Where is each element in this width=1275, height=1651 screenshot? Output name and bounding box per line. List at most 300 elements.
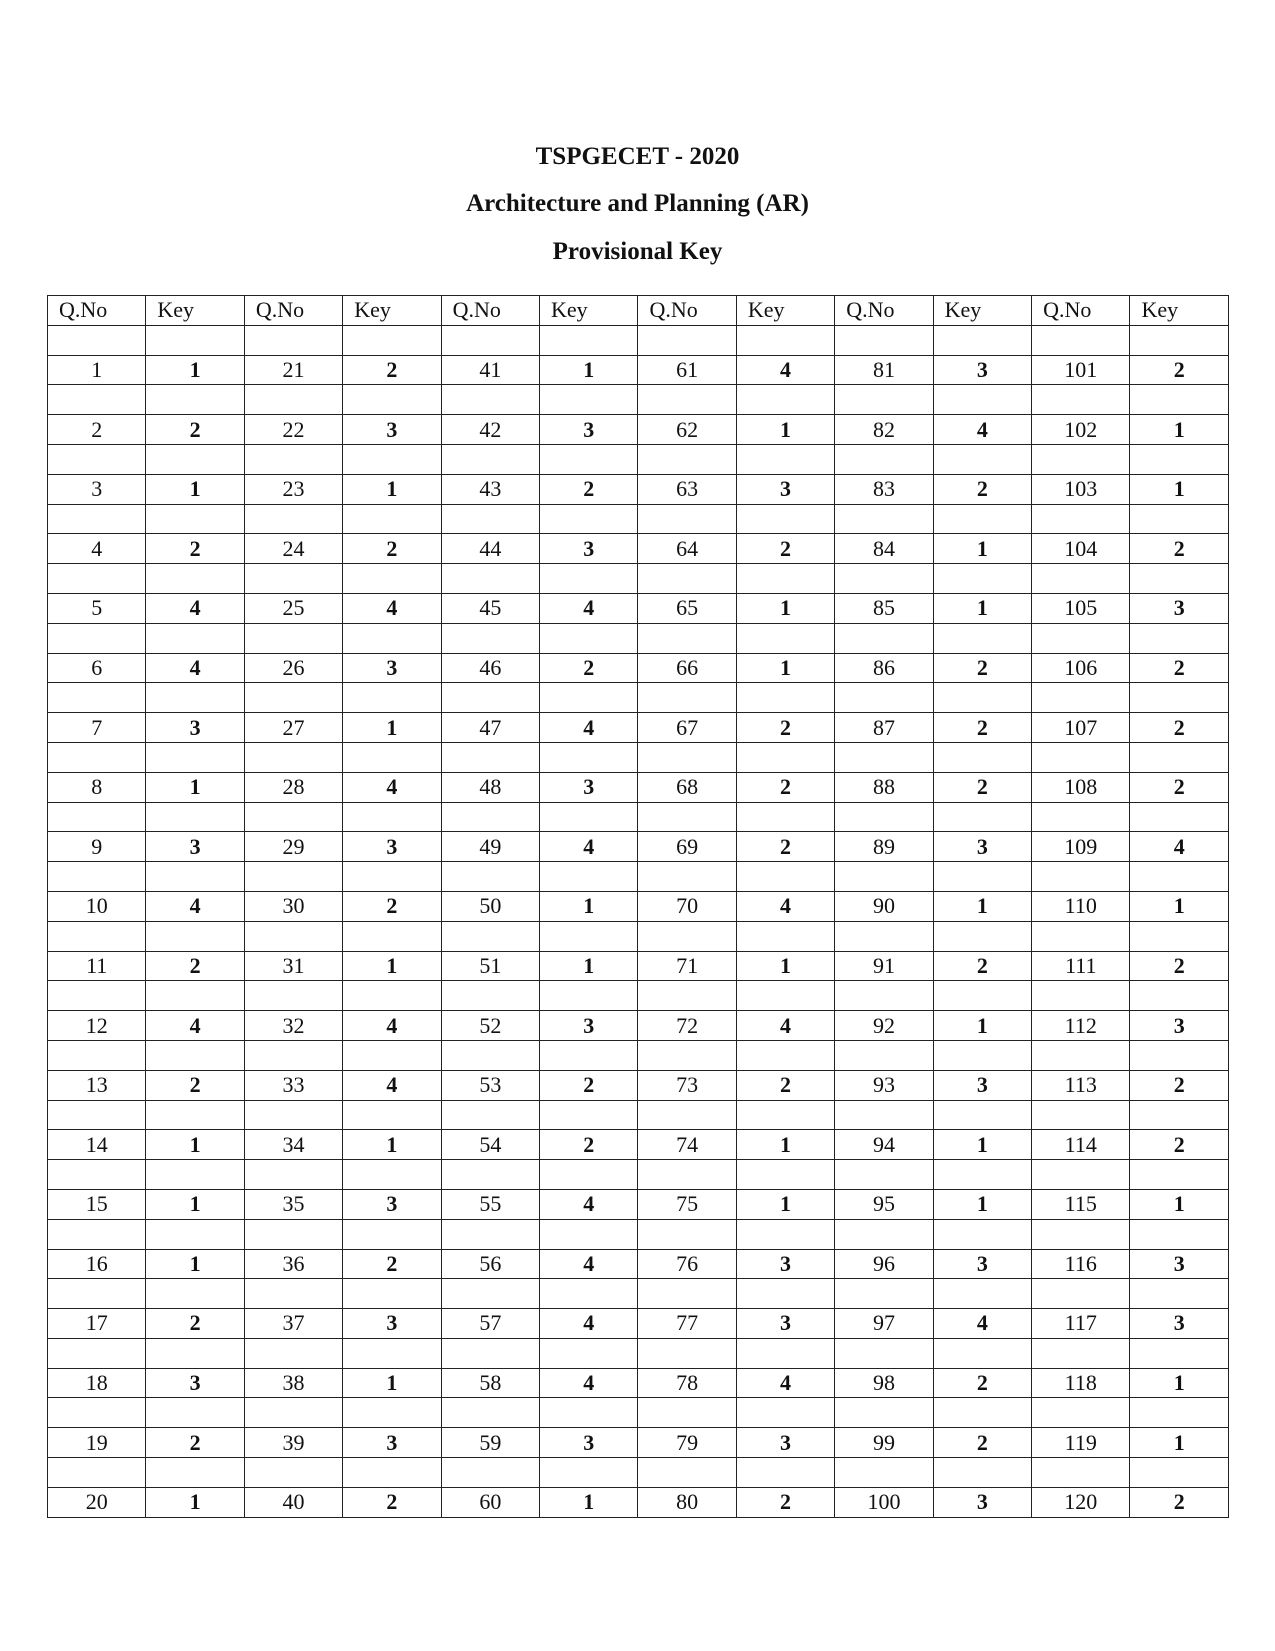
empty-cell (1130, 325, 1229, 355)
question-number-cell: 50 (441, 891, 539, 921)
question-number-cell: 104 (1032, 534, 1130, 564)
empty-cell (835, 1100, 933, 1130)
empty-cell (736, 1398, 834, 1428)
answer-key-cell: 4 (540, 1189, 638, 1219)
answer-key-cell: 3 (146, 713, 244, 743)
answer-key-cell: 1 (736, 653, 834, 683)
answer-key-cell: 2 (343, 1487, 441, 1517)
empty-cell (441, 802, 539, 832)
empty-cell (933, 1040, 1031, 1070)
question-number-cell: 109 (1032, 832, 1130, 862)
empty-cell (933, 444, 1031, 474)
empty-cell (736, 1458, 834, 1488)
empty-cell (146, 1279, 244, 1309)
table-row (48, 355, 1229, 385)
empty-cell (540, 1398, 638, 1428)
empty-cell (244, 862, 342, 892)
answer-key-cell: 1 (146, 772, 244, 802)
question-number-cell: 113 (1032, 1070, 1130, 1100)
spacer-row (48, 325, 1229, 355)
empty-cell (736, 1040, 834, 1070)
empty-cell (146, 325, 244, 355)
question-number-cell: 33 (244, 1070, 342, 1100)
question-number-cell: 99 (835, 1428, 933, 1458)
empty-cell (441, 444, 539, 474)
answer-key-cell: 2 (736, 534, 834, 564)
empty-cell (1032, 1040, 1130, 1070)
empty-cell (441, 564, 539, 594)
empty-cell (48, 1338, 146, 1368)
answer-key-cell: 2 (343, 1249, 441, 1279)
empty-cell (343, 1040, 441, 1070)
question-number-cell: 79 (638, 1428, 736, 1458)
question-number-cell: 110 (1032, 891, 1130, 921)
empty-cell (1130, 1040, 1229, 1070)
question-number-cell: 76 (638, 1249, 736, 1279)
table-row (48, 1130, 1229, 1160)
question-number-cell: 75 (638, 1189, 736, 1219)
answer-key-cell: 2 (540, 1130, 638, 1160)
question-number-cell: 81 (835, 355, 933, 385)
empty-cell (638, 564, 736, 594)
question-number-cell: 45 (441, 593, 539, 623)
empty-cell (1130, 385, 1229, 415)
question-number-cell: 34 (244, 1130, 342, 1160)
answer-key-cell: 3 (343, 1189, 441, 1219)
answer-key-cell: 3 (736, 1309, 834, 1339)
subject-title: Architecture and Planning (AR) (466, 190, 809, 217)
empty-cell (638, 504, 736, 534)
question-number-cell: 92 (835, 1011, 933, 1041)
answer-key-cell: 2 (933, 1428, 1031, 1458)
empty-cell (244, 385, 342, 415)
answer-key-cell: 3 (146, 832, 244, 862)
question-number-cell: 90 (835, 891, 933, 921)
question-number-cell: 38 (244, 1368, 342, 1398)
empty-cell (638, 1279, 736, 1309)
table-row (48, 713, 1229, 743)
answer-key-cell: 1 (736, 1189, 834, 1219)
empty-cell (736, 444, 834, 474)
table-row (48, 1249, 1229, 1279)
question-number-cell: 97 (835, 1309, 933, 1339)
answer-key-cell: 3 (736, 1249, 834, 1279)
empty-cell (933, 504, 1031, 534)
answer-key-cell: 4 (146, 593, 244, 623)
spacer-row (48, 683, 1229, 713)
empty-cell (540, 1160, 638, 1190)
empty-cell (835, 1398, 933, 1428)
question-number-cell: 12 (48, 1011, 146, 1041)
question-number-cell: 22 (244, 415, 342, 445)
empty-cell (343, 921, 441, 951)
empty-cell (441, 683, 539, 713)
question-number-cell: 100 (835, 1487, 933, 1517)
answer-key-cell: 1 (540, 1487, 638, 1517)
spacer-row (48, 802, 1229, 832)
answer-key-cell: 2 (540, 1070, 638, 1100)
column-header: Q.No (441, 296, 539, 326)
question-number-cell: 105 (1032, 593, 1130, 623)
empty-cell (736, 1219, 834, 1249)
empty-cell (736, 981, 834, 1011)
answer-key-cell: 4 (540, 1309, 638, 1339)
spacer-row (48, 385, 1229, 415)
question-number-cell: 58 (441, 1368, 539, 1398)
answer-key-cell: 1 (343, 713, 441, 743)
empty-cell (48, 1398, 146, 1428)
answer-key-cell: 2 (933, 474, 1031, 504)
spacer-row (48, 921, 1229, 951)
question-number-cell: 64 (638, 534, 736, 564)
empty-cell (540, 1219, 638, 1249)
answer-key-cell: 3 (343, 653, 441, 683)
empty-cell (1032, 981, 1130, 1011)
table-row (48, 593, 1229, 623)
question-number-cell: 47 (441, 713, 539, 743)
question-number-cell: 1 (48, 355, 146, 385)
answer-key-cell: 1 (343, 1368, 441, 1398)
empty-cell (736, 325, 834, 355)
table-row (48, 1428, 1229, 1458)
answer-key-cell: 1 (343, 951, 441, 981)
empty-cell (638, 1398, 736, 1428)
question-number-cell: 78 (638, 1368, 736, 1398)
answer-key-cell: 1 (540, 951, 638, 981)
empty-cell (638, 1219, 736, 1249)
empty-cell (1032, 1398, 1130, 1428)
empty-cell (1130, 981, 1229, 1011)
header-row (48, 296, 1229, 326)
question-number-cell: 49 (441, 832, 539, 862)
answer-key-cell: 2 (736, 1070, 834, 1100)
empty-cell (736, 1160, 834, 1190)
answer-key-cell: 1 (933, 593, 1031, 623)
empty-cell (933, 981, 1031, 1011)
spacer-row (48, 1458, 1229, 1488)
table-row (48, 1309, 1229, 1339)
answer-key-cell: 1 (146, 474, 244, 504)
question-number-cell: 54 (441, 1130, 539, 1160)
empty-cell (244, 742, 342, 772)
empty-cell (146, 1160, 244, 1190)
column-header: Q.No (638, 296, 736, 326)
question-number-cell: 5 (48, 593, 146, 623)
answer-key-cell: 1 (933, 891, 1031, 921)
question-number-cell: 96 (835, 1249, 933, 1279)
empty-cell (540, 742, 638, 772)
answer-key-cell: 3 (1130, 593, 1229, 623)
empty-cell (244, 325, 342, 355)
question-number-cell: 103 (1032, 474, 1130, 504)
answer-key-cell: 2 (1130, 1487, 1229, 1517)
empty-cell (343, 862, 441, 892)
empty-cell (736, 1100, 834, 1130)
answer-key-cell: 3 (343, 1428, 441, 1458)
spacer-row (48, 1219, 1229, 1249)
empty-cell (146, 1338, 244, 1368)
empty-cell (736, 921, 834, 951)
empty-cell (1032, 564, 1130, 594)
table-body (48, 325, 1229, 1517)
empty-cell (1032, 325, 1130, 355)
empty-cell (933, 862, 1031, 892)
answer-key-cell: 4 (146, 1011, 244, 1041)
answer-key-cell: 1 (540, 891, 638, 921)
empty-cell (736, 504, 834, 534)
empty-cell (933, 742, 1031, 772)
answer-key-cell: 3 (933, 1070, 1031, 1100)
empty-cell (835, 1219, 933, 1249)
answer-key-cell: 4 (146, 891, 244, 921)
answer-key-cell: 1 (146, 1487, 244, 1517)
spacer-row (48, 1160, 1229, 1190)
question-number-cell: 43 (441, 474, 539, 504)
spacer-row (48, 444, 1229, 474)
empty-cell (835, 862, 933, 892)
answer-key-cell: 4 (343, 593, 441, 623)
empty-cell (638, 862, 736, 892)
empty-cell (1130, 1219, 1229, 1249)
table-row (48, 1189, 1229, 1219)
question-number-cell: 62 (638, 415, 736, 445)
answer-key-cell: 3 (933, 1249, 1031, 1279)
empty-cell (540, 1100, 638, 1130)
question-number-cell: 15 (48, 1189, 146, 1219)
answer-key-cell: 2 (736, 832, 834, 862)
question-number-cell: 89 (835, 832, 933, 862)
answer-key-cell: 4 (736, 355, 834, 385)
empty-cell (1130, 742, 1229, 772)
question-number-cell: 86 (835, 653, 933, 683)
spacer-row (48, 1398, 1229, 1428)
answer-key-cell: 2 (1130, 1130, 1229, 1160)
answer-key-cell: 3 (1130, 1249, 1229, 1279)
answer-key-cell: 3 (933, 355, 1031, 385)
empty-cell (540, 802, 638, 832)
empty-cell (638, 385, 736, 415)
empty-cell (244, 1219, 342, 1249)
empty-cell (343, 444, 441, 474)
column-header: Q.No (1032, 296, 1130, 326)
answer-key-cell: 1 (343, 1130, 441, 1160)
question-number-cell: 29 (244, 832, 342, 862)
empty-cell (48, 1160, 146, 1190)
empty-cell (343, 742, 441, 772)
empty-cell (441, 325, 539, 355)
question-number-cell: 111 (1032, 951, 1130, 981)
table-row (48, 891, 1229, 921)
empty-cell (441, 1219, 539, 1249)
question-number-cell: 112 (1032, 1011, 1130, 1041)
empty-cell (835, 444, 933, 474)
empty-cell (1130, 623, 1229, 653)
empty-cell (540, 862, 638, 892)
question-number-cell: 11 (48, 951, 146, 981)
answer-key-cell: 1 (933, 1130, 1031, 1160)
answer-key-cell: 2 (1130, 355, 1229, 385)
question-number-cell: 26 (244, 653, 342, 683)
answer-key-cell: 4 (343, 772, 441, 802)
empty-cell (48, 802, 146, 832)
empty-cell (244, 1279, 342, 1309)
empty-cell (244, 623, 342, 653)
empty-cell (244, 1160, 342, 1190)
question-number-cell: 77 (638, 1309, 736, 1339)
empty-cell (48, 921, 146, 951)
question-number-cell: 3 (48, 474, 146, 504)
empty-cell (244, 1040, 342, 1070)
empty-cell (48, 683, 146, 713)
empty-cell (146, 742, 244, 772)
empty-cell (1032, 862, 1130, 892)
question-number-cell: 116 (1032, 1249, 1130, 1279)
empty-cell (933, 1338, 1031, 1368)
empty-cell (736, 564, 834, 594)
question-number-cell: 13 (48, 1070, 146, 1100)
empty-cell (441, 1160, 539, 1190)
empty-cell (343, 1398, 441, 1428)
empty-cell (244, 504, 342, 534)
empty-cell (146, 862, 244, 892)
table-row (48, 1368, 1229, 1398)
question-number-cell: 16 (48, 1249, 146, 1279)
question-number-cell: 39 (244, 1428, 342, 1458)
empty-cell (146, 802, 244, 832)
question-number-cell: 25 (244, 593, 342, 623)
empty-cell (1130, 1458, 1229, 1488)
empty-cell (835, 802, 933, 832)
empty-cell (244, 1100, 342, 1130)
answer-key-cell: 2 (933, 713, 1031, 743)
empty-cell (343, 564, 441, 594)
empty-cell (933, 1279, 1031, 1309)
empty-cell (146, 1219, 244, 1249)
empty-cell (48, 623, 146, 653)
empty-cell (1130, 921, 1229, 951)
answer-key-cell: 2 (1130, 713, 1229, 743)
empty-cell (638, 921, 736, 951)
answer-key-cell: 4 (540, 832, 638, 862)
empty-cell (48, 1219, 146, 1249)
answer-key-cell: 1 (343, 474, 441, 504)
answer-key-cell: 2 (1130, 653, 1229, 683)
empty-cell (638, 1040, 736, 1070)
answer-key-cell: 3 (933, 832, 1031, 862)
answer-key-cell: 3 (1130, 1309, 1229, 1339)
empty-cell (1130, 1398, 1229, 1428)
empty-cell (835, 623, 933, 653)
empty-cell (638, 981, 736, 1011)
empty-cell (1130, 444, 1229, 474)
empty-cell (540, 921, 638, 951)
answer-key-cell: 4 (540, 593, 638, 623)
empty-cell (146, 385, 244, 415)
question-number-cell: 70 (638, 891, 736, 921)
empty-cell (146, 921, 244, 951)
table-row (48, 534, 1229, 564)
question-number-cell: 87 (835, 713, 933, 743)
column-header: Key (540, 296, 638, 326)
question-number-cell: 21 (244, 355, 342, 385)
question-number-cell: 57 (441, 1309, 539, 1339)
empty-cell (1032, 683, 1130, 713)
empty-cell (736, 683, 834, 713)
empty-cell (1032, 623, 1130, 653)
empty-cell (146, 564, 244, 594)
table-row (48, 951, 1229, 981)
question-number-cell: 94 (835, 1130, 933, 1160)
empty-cell (146, 981, 244, 1011)
empty-cell (638, 1160, 736, 1190)
table-row (48, 653, 1229, 683)
answer-key-cell: 2 (933, 653, 1031, 683)
question-number-cell: 32 (244, 1011, 342, 1041)
answer-key-cell: 4 (933, 1309, 1031, 1339)
empty-cell (441, 504, 539, 534)
empty-cell (244, 1338, 342, 1368)
empty-cell (933, 325, 1031, 355)
spacer-row (48, 981, 1229, 1011)
empty-cell (933, 683, 1031, 713)
empty-cell (343, 623, 441, 653)
spacer-row (48, 1040, 1229, 1070)
answer-key-cell: 1 (146, 355, 244, 385)
answer-key-cell: 3 (540, 1011, 638, 1041)
empty-cell (540, 1279, 638, 1309)
empty-cell (736, 385, 834, 415)
empty-cell (343, 325, 441, 355)
empty-cell (1032, 802, 1130, 832)
question-number-cell: 72 (638, 1011, 736, 1041)
empty-cell (343, 1338, 441, 1368)
question-number-cell: 14 (48, 1130, 146, 1160)
empty-cell (244, 1458, 342, 1488)
empty-cell (441, 1458, 539, 1488)
empty-cell (1032, 1219, 1130, 1249)
answer-key-cell: 3 (540, 772, 638, 802)
empty-cell (441, 1398, 539, 1428)
empty-cell (343, 1458, 441, 1488)
empty-cell (48, 444, 146, 474)
question-number-cell: 7 (48, 713, 146, 743)
question-number-cell: 69 (638, 832, 736, 862)
answer-key-cell: 2 (540, 474, 638, 504)
question-number-cell: 83 (835, 474, 933, 504)
answer-key-cell: 3 (736, 474, 834, 504)
question-number-cell: 71 (638, 951, 736, 981)
question-number-cell: 120 (1032, 1487, 1130, 1517)
empty-cell (933, 1160, 1031, 1190)
answer-key-cell: 3 (540, 415, 638, 445)
empty-cell (146, 1398, 244, 1428)
question-number-cell: 101 (1032, 355, 1130, 385)
question-number-cell: 66 (638, 653, 736, 683)
empty-cell (1130, 1160, 1229, 1190)
answer-key-cell: 1 (146, 1130, 244, 1160)
answer-key-cell: 1 (146, 1189, 244, 1219)
empty-cell (441, 1279, 539, 1309)
empty-cell (736, 623, 834, 653)
empty-cell (540, 385, 638, 415)
answer-key-cell: 2 (933, 951, 1031, 981)
empty-cell (244, 1398, 342, 1428)
answer-key-cell: 1 (736, 593, 834, 623)
question-number-cell: 55 (441, 1189, 539, 1219)
table-row (48, 415, 1229, 445)
empty-cell (1130, 564, 1229, 594)
spacer-row (48, 504, 1229, 534)
